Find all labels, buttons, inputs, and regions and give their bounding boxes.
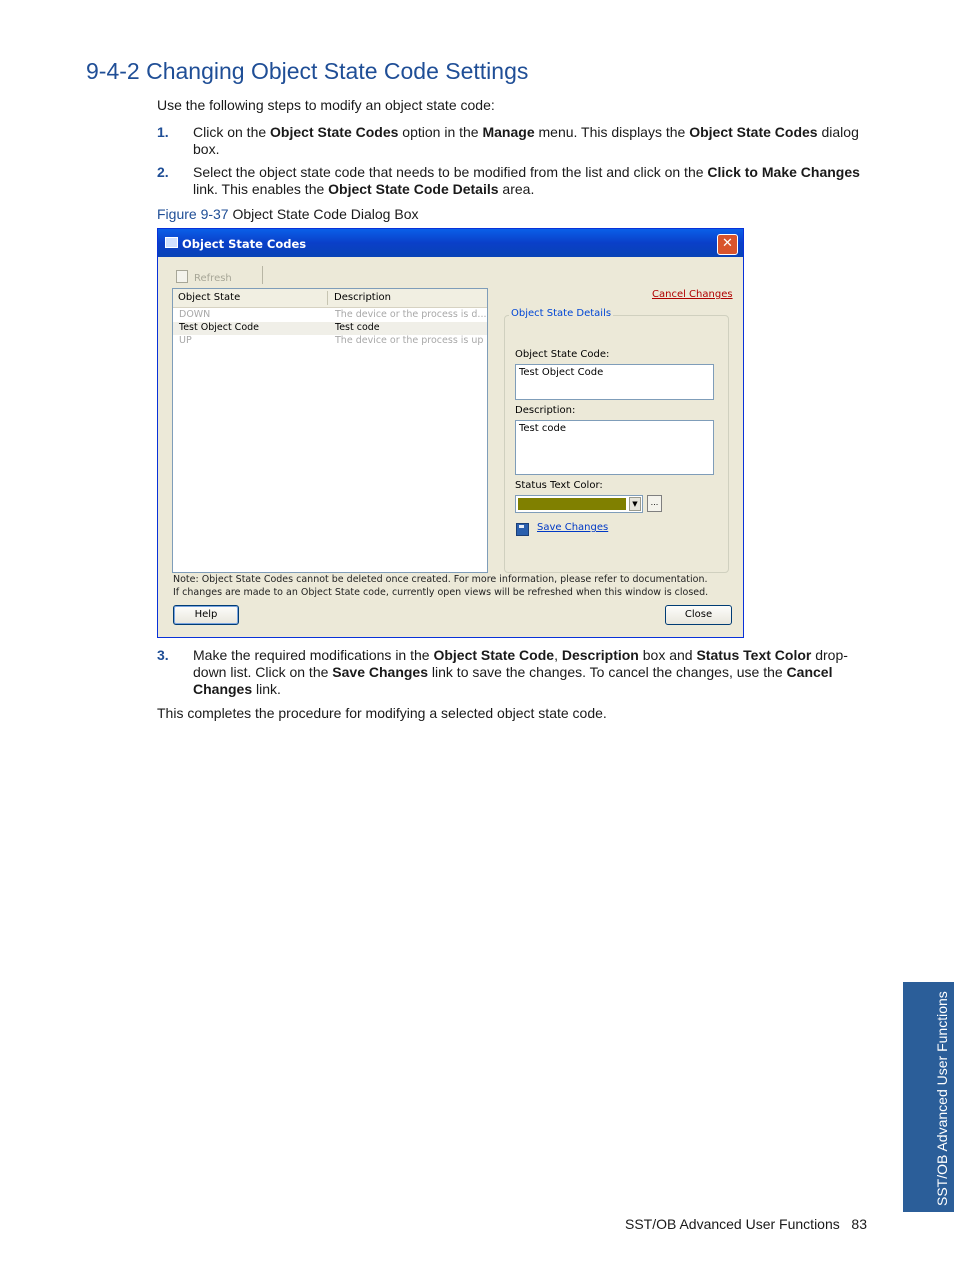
section-side-tab bbox=[903, 982, 954, 1212]
row-description: The device or the process is d... bbox=[335, 309, 487, 320]
status-color-label: Status Text Color: bbox=[515, 480, 603, 491]
refresh-icon bbox=[176, 270, 188, 283]
row-state: UP bbox=[179, 335, 192, 346]
refresh-label: Refresh bbox=[194, 273, 232, 284]
list-row[interactable] bbox=[173, 335, 487, 348]
close-button[interactable]: Close bbox=[665, 605, 732, 625]
dialog-note: Note: Object State Codes cannot be deleted once created. For more information, please refer to documentation. If changes are made to an Object State code, currently open views will be refreshed when this window is closed. bbox=[173, 574, 709, 598]
conclusion-text: This completes the procedure for modifying a selected object state code. bbox=[157, 705, 607, 721]
column-header-description[interactable]: Description bbox=[334, 292, 391, 303]
step-text: Click on the Object State Codes option in the Manage menu. This displays the Object State Codes dialog box. bbox=[193, 124, 859, 157]
color-swatch bbox=[518, 498, 626, 510]
cancel-changes-link[interactable]: Cancel Changes bbox=[652, 289, 733, 300]
column-separator bbox=[327, 291, 328, 305]
window-icon bbox=[165, 237, 178, 248]
step-number: 1. bbox=[157, 124, 169, 140]
step-number: 2. bbox=[157, 164, 169, 180]
row-state: Test Object Code bbox=[179, 322, 260, 333]
state-code-input[interactable]: Test Object Code bbox=[515, 364, 714, 400]
figure-caption bbox=[157, 206, 418, 222]
figure-caption-text: Object State Code Dialog Box bbox=[228, 206, 419, 222]
status-color-dropdown[interactable] bbox=[515, 495, 643, 513]
description-label: Description: bbox=[515, 405, 576, 416]
step-number: 3. bbox=[157, 647, 169, 663]
save-icon bbox=[516, 523, 529, 536]
dialog-titlebar[interactable] bbox=[158, 229, 743, 257]
page-number: 83 bbox=[851, 1216, 867, 1232]
row-description: The device or the process is up bbox=[335, 335, 484, 346]
column-header-object-state[interactable]: Object State bbox=[178, 292, 241, 303]
step-text: Make the required modifications in the Object State Code, Description box and Status Text Color drop-down list. Click on the Save Changes link to save the changes. To cancel the changes, use the Cancel Changes link. bbox=[193, 647, 848, 697]
toolbar-separator bbox=[262, 266, 263, 284]
save-changes-link[interactable]: Save Changes bbox=[537, 522, 609, 533]
refresh-button[interactable] bbox=[176, 270, 232, 284]
list-row-selected[interactable] bbox=[173, 322, 487, 335]
side-tab-label: SST/OB Advanced User Functions bbox=[934, 991, 950, 1206]
step-2 bbox=[157, 164, 869, 198]
object-state-list[interactable] bbox=[172, 288, 488, 573]
step-text: Select the object state code that needs to be modified from the list and click on the Click to Make Changes link. This enables the Object State Code Details area. bbox=[193, 164, 860, 197]
color-picker-button[interactable]: ... bbox=[647, 495, 662, 512]
list-header bbox=[173, 289, 487, 308]
step-3 bbox=[157, 647, 869, 698]
page-footer bbox=[625, 1216, 867, 1232]
details-group-label: Object State Details bbox=[511, 308, 612, 319]
footer-section: SST/OB Advanced User Functions bbox=[624, 1216, 840, 1232]
chevron-down-icon[interactable]: ▼ bbox=[629, 497, 641, 511]
description-input[interactable]: Test code bbox=[515, 420, 714, 475]
page-heading: 9-4-2 Changing Object State Code Settings bbox=[86, 58, 529, 84]
row-state: DOWN bbox=[179, 309, 211, 320]
close-icon[interactable]: ✕ bbox=[717, 234, 738, 255]
help-button[interactable]: Help bbox=[173, 605, 239, 625]
step-1 bbox=[157, 124, 869, 158]
object-state-codes-dialog bbox=[157, 228, 744, 638]
intro-text: Use the following steps to modify an object state code: bbox=[157, 97, 495, 113]
state-code-label: Object State Code: bbox=[515, 349, 610, 360]
dialog-body bbox=[161, 257, 740, 634]
figure-label: Figure 9-37 bbox=[157, 206, 229, 222]
dialog-title: Object State Codes bbox=[182, 237, 307, 251]
list-row[interactable] bbox=[173, 309, 487, 322]
row-description: Test code bbox=[335, 322, 380, 333]
